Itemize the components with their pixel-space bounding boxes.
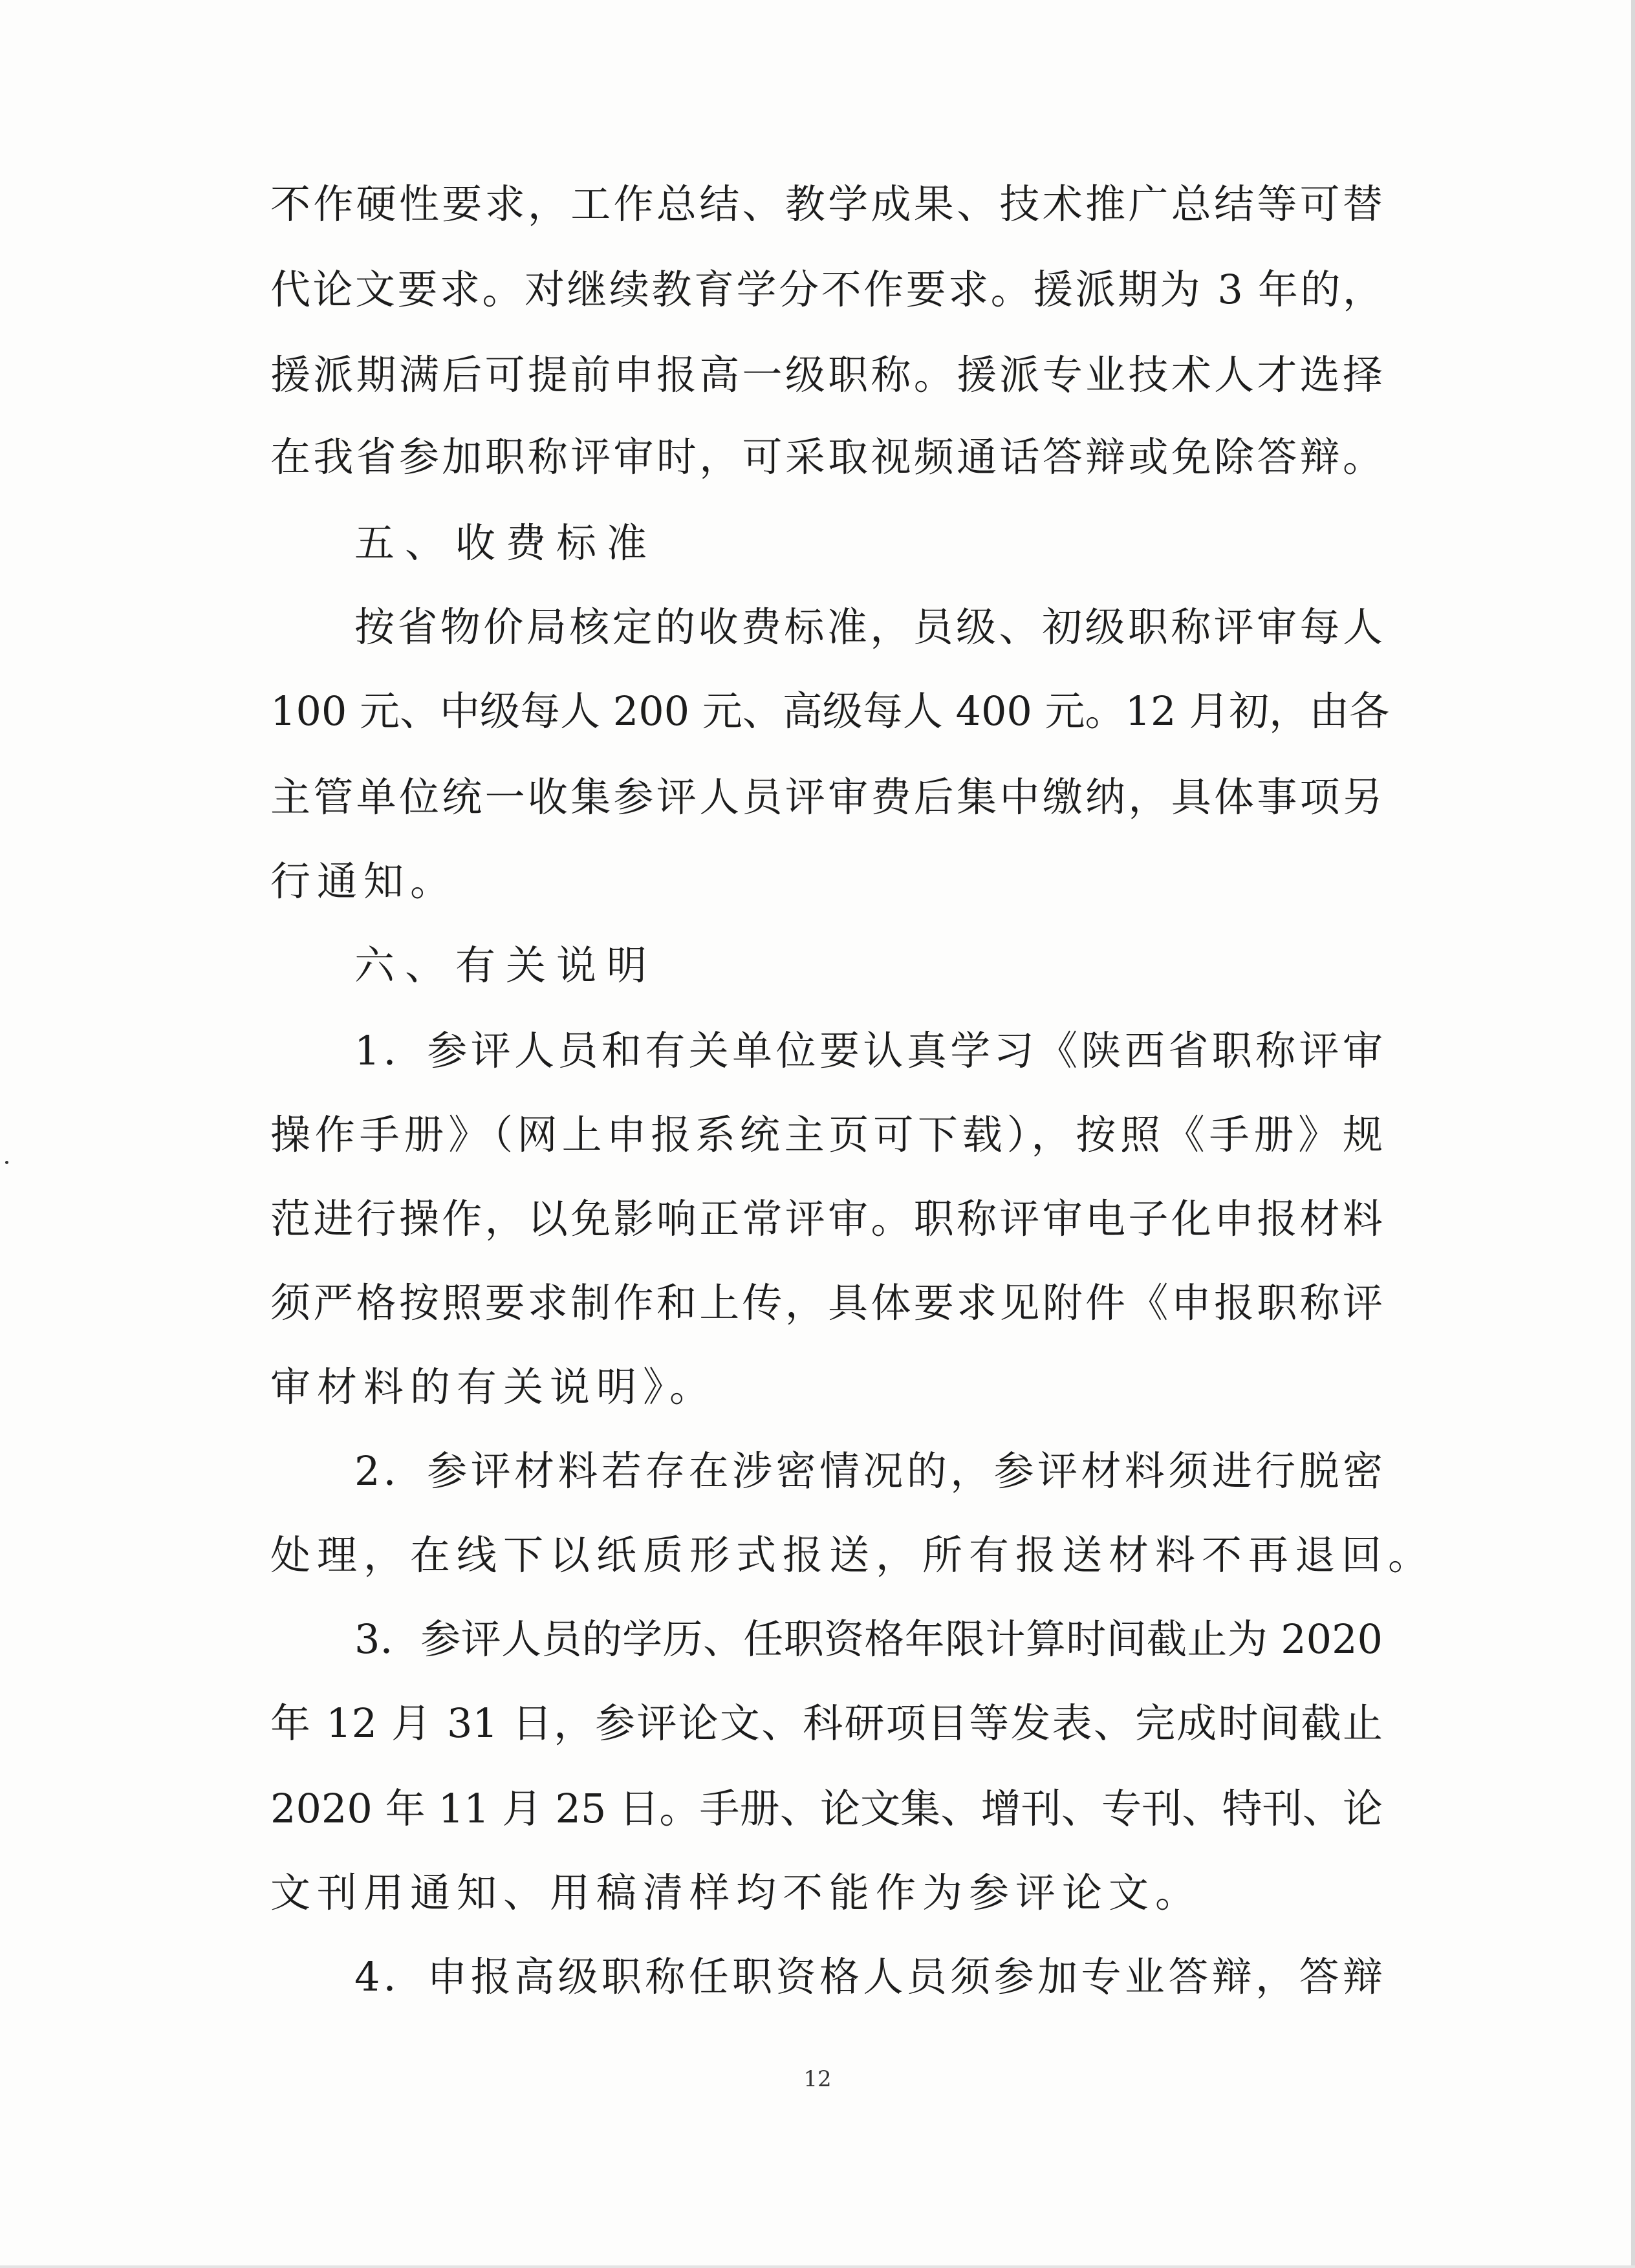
page-number: 12 <box>803 2066 832 2092</box>
body-line-1: 不作硬性要求，工作总结、教学成果、技术推广总结等可替 <box>270 180 1383 228</box>
body-line-2: 代论文要求。对继续教育学分不作要求。援派期为 3 年的， <box>270 266 1383 313</box>
body-line-18: 3．参评人员的学历、任职资格年限计算时间截止为 2020 <box>354 1615 1383 1663</box>
body-line-19: 年 12 月 31 日，参评论文、科研项目等发表、完成时间截止 <box>270 1700 1383 1747</box>
section-heading-fees: 五、收费标准 <box>354 519 658 567</box>
body-line-7: 100 元、中级每人 200 元、高级每人 400 元。12 月初，由各 <box>270 687 1390 735</box>
body-line-16: 2．参评材料若存在涉密情况的，参评材料须进行脱密 <box>354 1447 1383 1495</box>
scan-edge-bottom <box>0 2265 1635 2268</box>
body-line-13: 范进行操作，以免影响正常评审。职称评审电子化申报材料 <box>270 1195 1383 1242</box>
scan-edge-right <box>1631 0 1635 2268</box>
scan-speck <box>5 1161 8 1164</box>
body-line-3: 援派期满后可提前申报高一级职称。援派专业技术人才选择 <box>270 351 1383 398</box>
body-line-14: 须严格按照要求制作和上传，具体要求见附件《申报职称评 <box>270 1279 1383 1326</box>
body-line-22: 4．申报高级职称任职资格人员须参加专业答辩，答辩 <box>354 1953 1383 2000</box>
body-line-20: 2020 年 11 月 25 日。手册、论文集、增刊、专刊、特刊、论 <box>270 1785 1383 1832</box>
body-line-9: 行通知。 <box>270 858 457 905</box>
body-line-15: 审材料的有关说明》。 <box>270 1363 717 1410</box>
body-line-21: 文刊用通知、用稿清样均不能作为参评论文。 <box>270 1869 1202 1916</box>
body-line-6: 按省物价局核定的收费标准，员级、初级职称评审每人 <box>354 603 1383 651</box>
section-heading-notes: 六、有关说明 <box>354 942 658 989</box>
body-line-8: 主管单位统一收集参评人员评审费后集中缴纳，具体事项另 <box>270 773 1383 821</box>
body-line-11: 1．参评人员和有关单位要认真学习《陕西省职称评审 <box>354 1027 1383 1074</box>
body-line-17: 处理，在线下以纸质形式报送，所有报送材料不再退回。 <box>270 1531 1435 1579</box>
body-line-4: 在我省参加职称评审时，可采取视频通话答辩或免除答辩。 <box>270 433 1383 481</box>
body-line-12: 操作手册》（网上申报系统主页可下载），按照《手册》规 <box>270 1111 1383 1158</box>
